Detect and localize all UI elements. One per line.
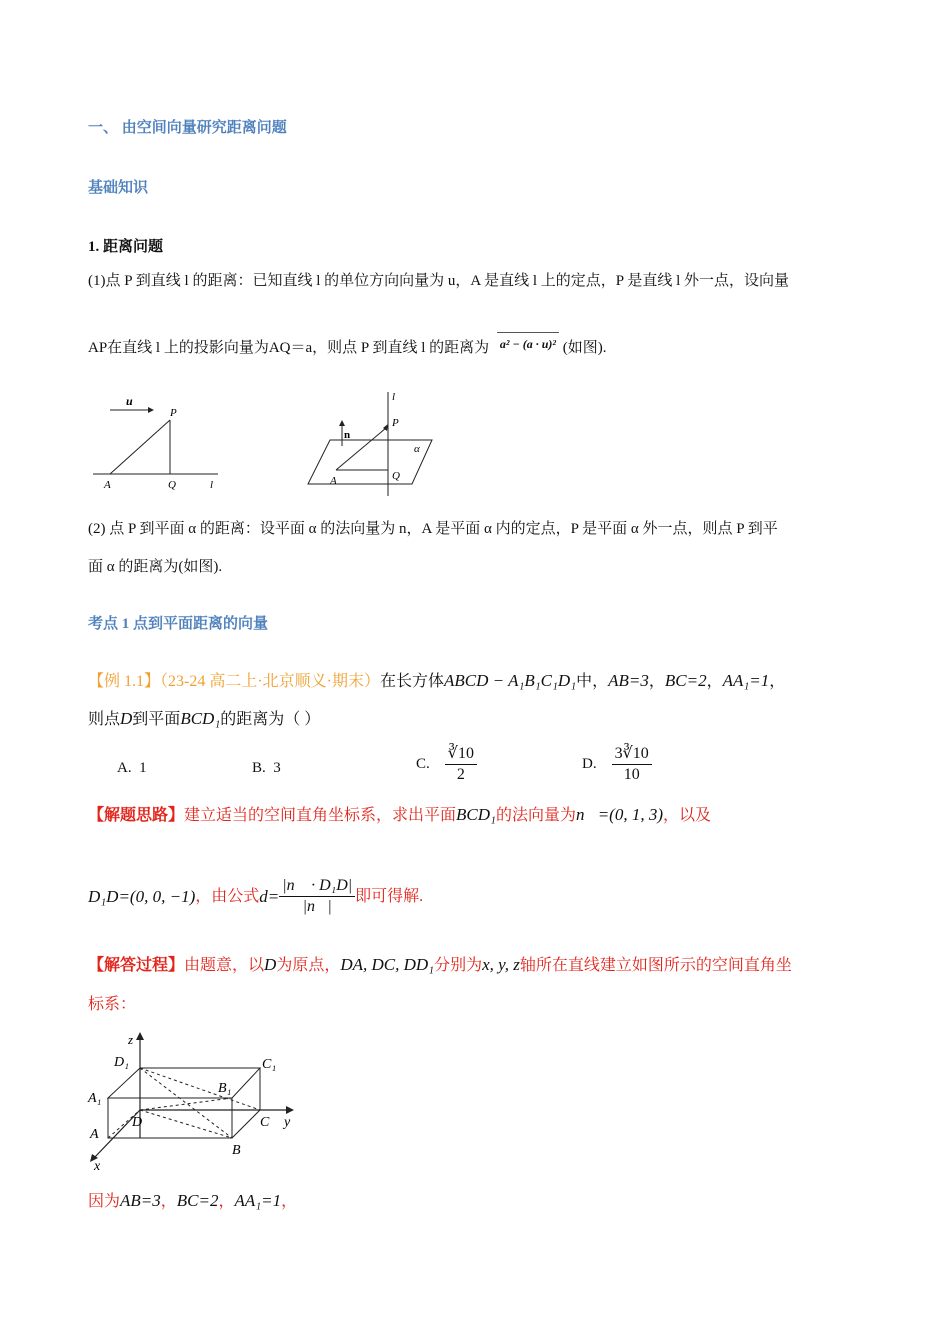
segment-ap: [110, 420, 170, 474]
label-l: l: [210, 479, 214, 491]
label-d: D: [132, 1115, 143, 1130]
sub-title: 1. 距离问题: [88, 239, 164, 255]
para1-line2: [88, 332, 607, 359]
process-xyz: x, y, z: [482, 955, 520, 974]
example-tag: 【例 1.1】: [88, 673, 161, 690]
option-c[interactable]: [416, 744, 477, 785]
label-c: C: [260, 1115, 270, 1130]
example-line2: [88, 708, 320, 731]
label-x: x: [94, 1159, 101, 1174]
cond-ab: AB=3: [608, 671, 649, 690]
example-solid: ABCD − A₁B₁C₁D₁: [444, 671, 577, 690]
cond-bc: BC=2: [664, 671, 707, 690]
option-a-label: A.: [117, 760, 132, 776]
vector-u-arrow-icon: [148, 407, 154, 413]
label-b: B: [232, 1143, 241, 1158]
figure-cuboid: [84, 1030, 304, 1175]
normal-n-arrow-icon: [339, 420, 345, 426]
label-n: n: [344, 429, 351, 441]
figure-point-plane: [300, 388, 440, 500]
para1-line2-text: AP在直线 l 上的投影向量为AQ＝a，则点 P 到直线 l 的距离为: [88, 340, 490, 356]
hint-formula-numerator: |n⃗ · D₁D|: [279, 876, 355, 897]
label-u: u: [126, 394, 133, 408]
option-a-value: 1: [139, 760, 147, 776]
label-q: Q: [168, 479, 176, 491]
label-d1: D₁: [114, 1055, 129, 1070]
process-axes: DA, DC, DD₁: [340, 955, 435, 974]
label-a: A: [90, 1127, 99, 1142]
last-sep-3: ，: [281, 1193, 298, 1210]
process-text-c: 分别为: [434, 957, 483, 974]
kaodian-heading: 考点 1 点到平面距离的向量: [88, 616, 269, 632]
example-line1: 【例 1.1】（23-24 高二上·北京顺义·期末）在长方体ABCD − A₁B₁C₁D₁中，AB=3，BC=2，AA₁=1，: [88, 671, 786, 690]
process-origin-d: D: [264, 955, 277, 974]
diag-db-dashed: [140, 1110, 232, 1138]
label-y: y: [284, 1115, 291, 1130]
para1-line1: (1)点 P 到直线 l 的距离：已知直线 l 的单位方向向量为 u，A 是直线 l 上的定点，P 是直线 l 外一点，设向量: [88, 273, 789, 289]
hint-plane: BCD₁: [456, 805, 496, 824]
question-text-c: 的距离为（ ）: [220, 711, 321, 728]
process-line2: 标系：: [88, 996, 137, 1013]
diag-db1-dashed: [140, 1098, 232, 1110]
option-b[interactable]: [252, 760, 281, 777]
label-a: A: [330, 475, 337, 487]
last-ab: AB=3: [120, 1191, 161, 1210]
label-c1: C₁: [262, 1057, 277, 1072]
hint-tag: 【解题思路】: [88, 807, 185, 824]
option-d-denominator: 10: [623, 766, 640, 783]
label-p: P: [170, 407, 177, 419]
para2-line1: (2) 点 P 到平面 α 的距离：设平面 α 的法向量为 n，A 是平面 α 内的定点，P 是平面 α 外一点，则点 P 到平: [88, 521, 778, 537]
hint-d: d=: [259, 886, 280, 906]
last-line: [88, 1190, 297, 1213]
option-d-fraction: [612, 744, 652, 785]
front-face: [108, 1098, 232, 1138]
option-c-numerator: ∛10: [445, 744, 477, 765]
option-b-label: B.: [252, 760, 266, 776]
hint-normal-vector: n⃗=(0, 1, 3): [575, 805, 663, 824]
edge-bc: [232, 1110, 260, 1138]
option-d-label: D.: [582, 756, 597, 772]
last-sep-1: ，: [160, 1193, 177, 1210]
process-line1: [88, 954, 792, 977]
hint-line2: [88, 876, 423, 917]
option-c-label: C.: [416, 756, 430, 772]
last-text-a: 因为: [88, 1193, 121, 1210]
label-a1: A₁: [88, 1091, 102, 1106]
basic-knowledge-heading: 基础知识: [88, 180, 149, 196]
diag-d1c-dashed: [140, 1068, 260, 1110]
hint-line1: [88, 804, 711, 827]
label-b1: B₁: [218, 1081, 232, 1096]
axis-z-arrow-icon: [136, 1032, 144, 1040]
axis-y-arrow-icon: [286, 1106, 294, 1114]
process-text-d: 轴所在直线建立如图所示的空间直角坐: [519, 957, 792, 974]
question-plane: BCD₁: [180, 709, 221, 728]
option-d[interactable]: [582, 744, 652, 785]
question-text-b: 到平面: [132, 711, 181, 728]
para2-line2: 面 α 的距离为(如图).: [88, 559, 223, 575]
para1-line2-end: (如图).: [562, 340, 607, 356]
label-p: P: [392, 417, 399, 429]
top-face: [108, 1068, 260, 1098]
hint-text-c: ，以及: [663, 807, 712, 824]
example-text-a: 在长方体: [380, 673, 445, 690]
cond-aa: AA₁=1: [722, 671, 770, 690]
hint-text-e: 即可得解.: [355, 887, 424, 905]
label-l: l: [392, 391, 396, 403]
label-a: A: [104, 479, 111, 491]
section-title: 一、 由空间向量研究距离问题: [88, 120, 287, 136]
option-d-numerator: 3∛10: [612, 744, 652, 765]
label-alpha: α: [414, 443, 420, 455]
last-aa: AA₁=1: [234, 1191, 282, 1210]
hint-text-d: ，由公式: [195, 887, 260, 905]
label-q: Q: [392, 470, 400, 482]
question-text-a: 则点: [88, 711, 121, 728]
hint-text-a: 建立适当的空间直角坐标系，求出平面: [184, 807, 457, 824]
example-source: （23-24 高二上·北京顺义·期末）: [160, 673, 381, 690]
hint-formula-denominator: |n⃗|: [302, 898, 332, 915]
process-text-b: 为原点，: [276, 957, 341, 974]
distance-formula: a² − (a · u)²: [497, 332, 559, 355]
last-bc: BC=2: [176, 1191, 219, 1210]
option-a[interactable]: [117, 760, 147, 777]
option-c-fraction: [445, 744, 477, 785]
last-sep-2: ，: [218, 1193, 235, 1210]
hint-formula-fraction: [279, 876, 355, 917]
diag-d1b-dashed: [140, 1068, 232, 1138]
process-tag: 【解答过程】: [88, 957, 185, 974]
hint-text-b: 的法向量为: [495, 807, 576, 824]
example-text-b: 中，: [576, 673, 609, 690]
question-point-d: D: [120, 709, 133, 728]
figure-point-line: [88, 390, 228, 500]
label-z: z: [128, 1032, 134, 1047]
option-b-value: 3: [273, 760, 281, 776]
process-text-a: 由题意，以: [184, 957, 265, 974]
option-c-denominator: 2: [456, 766, 465, 783]
hint-d1d-vector: D₁D=(0, 0, −1): [88, 886, 196, 906]
